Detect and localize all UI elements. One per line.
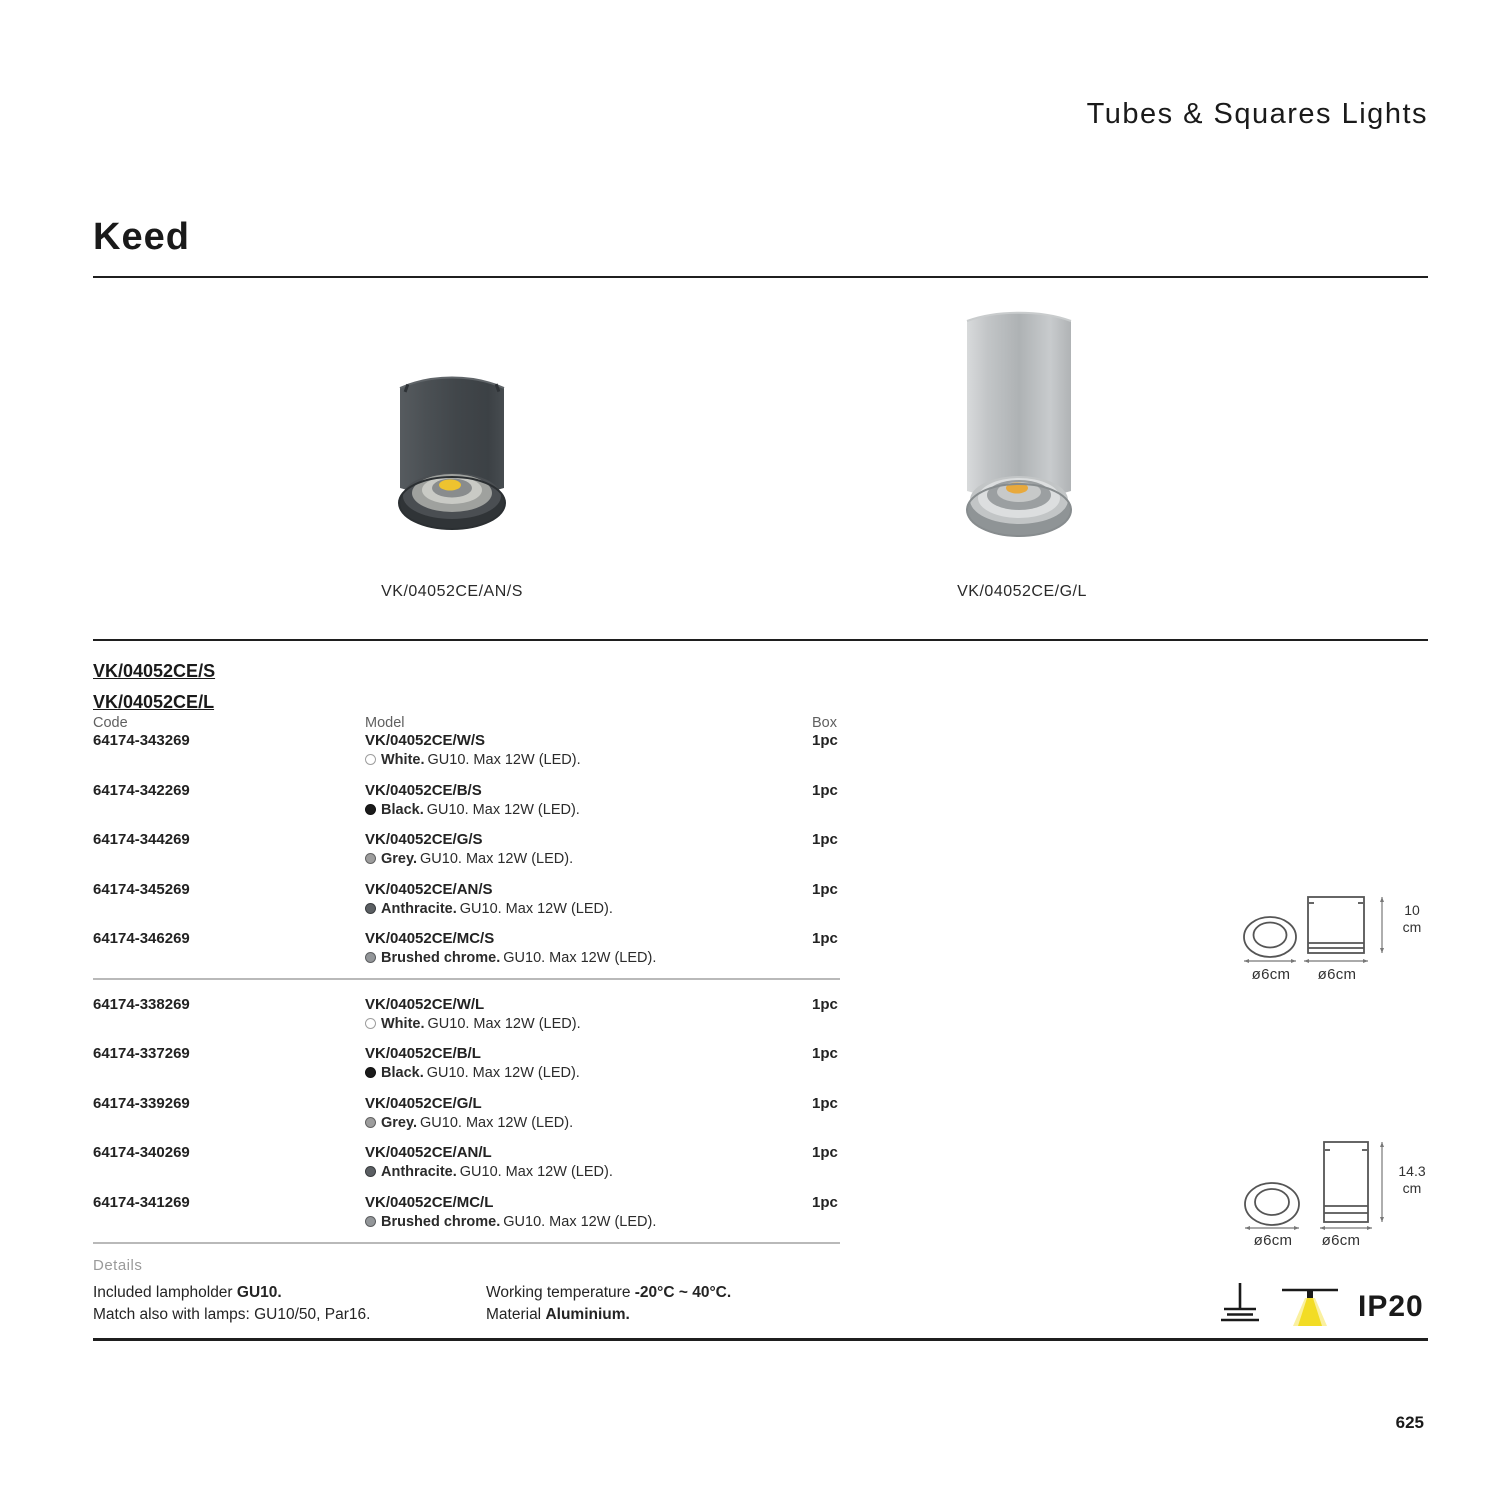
color-swatch-icon [365, 1018, 376, 1029]
table-row [93, 1095, 853, 1139]
ground-symbol-icon [1218, 1281, 1262, 1323]
product-code: 64174-343269 [93, 732, 190, 749]
product-code: 64174-339269 [93, 1095, 190, 1112]
product-caption: VK/04052CE/AN/S [381, 583, 523, 600]
box-quantity: 1pc [812, 881, 838, 898]
ceiling-light-beam-icon [1280, 1286, 1344, 1328]
table-row [93, 996, 853, 1040]
product-description: Brushed chrome. GU10. Max 12W (LED). [365, 950, 656, 966]
box-quantity: 1pc [812, 782, 838, 799]
dimension-diagram-long [1238, 1138, 1390, 1236]
color-swatch-icon [365, 853, 376, 864]
box-quantity: 1pc [812, 996, 838, 1013]
box-quantity: 1pc [812, 1095, 838, 1112]
product-photo-grey-long [961, 305, 1079, 537]
section-links [93, 656, 215, 718]
column-header-box: Box [812, 715, 837, 731]
table-end-divider [93, 1242, 840, 1244]
product-model: VK/04052CE/W/S [365, 732, 486, 749]
section-divider [93, 639, 1428, 641]
product-model: VK/04052CE/G/S [365, 831, 483, 848]
product-model: VK/04052CE/B/L [365, 1045, 481, 1062]
table-row [93, 930, 853, 974]
height-label: 10 cm [1402, 902, 1422, 935]
title-divider [93, 276, 1428, 278]
footer-divider [93, 1338, 1428, 1341]
diameter-label: ø6cm [1317, 966, 1357, 983]
section-link-l[interactable]: VK/04052CE/L [93, 692, 215, 712]
product-description: Brushed chrome. GU10. Max 12W (LED). [365, 1214, 656, 1230]
detail-material: Material Aluminium. [486, 1306, 630, 1323]
box-quantity: 1pc [812, 1144, 838, 1161]
color-swatch-icon [365, 952, 376, 963]
diameter-label: ø6cm [1321, 1232, 1361, 1249]
page-number: 625 [1395, 1413, 1424, 1432]
product-code: 64174-340269 [93, 1144, 190, 1161]
category-title: Tubes & Squares Lights [1086, 98, 1428, 130]
diameter-label: ø6cm [1251, 966, 1291, 983]
detail-match-lamps: Match also with lamps: GU10/50, Par16. [93, 1306, 371, 1323]
color-swatch-icon [365, 1117, 376, 1128]
height-label: 14.3 cm [1398, 1163, 1426, 1196]
column-header-model: Model [365, 715, 405, 731]
product-model: VK/04052CE/AN/L [365, 1144, 492, 1161]
product-model: VK/04052CE/W/L [365, 996, 485, 1013]
product-description: Anthracite. GU10. Max 12W (LED). [365, 901, 613, 917]
section-link-s[interactable]: VK/04052CE/S [93, 661, 216, 681]
dimension-diagram-short [1238, 893, 1390, 965]
box-quantity: 1pc [812, 831, 838, 848]
detail-lampholder: Included lampholder GU10. [93, 1284, 282, 1301]
product-description: Anthracite. GU10. Max 12W (LED). [365, 1164, 613, 1180]
product-model: VK/04052CE/MC/S [365, 930, 495, 947]
product-code: 64174-337269 [93, 1045, 190, 1062]
box-quantity: 1pc [812, 732, 838, 749]
table-row [93, 782, 853, 826]
product-code: 64174-345269 [93, 881, 190, 898]
product-description: Grey. GU10. Max 12W (LED). [365, 1115, 573, 1131]
color-swatch-icon [365, 903, 376, 914]
table-row [93, 881, 853, 925]
details-label: Details [93, 1257, 143, 1274]
color-swatch-icon [365, 804, 376, 815]
product-model: VK/04052CE/MC/L [365, 1194, 494, 1211]
product-model: VK/04052CE/AN/S [365, 881, 493, 898]
table-row [93, 1144, 853, 1188]
table-row [93, 732, 853, 776]
product-description: Grey. GU10. Max 12W (LED). [365, 851, 573, 867]
product-caption: VK/04052CE/G/L [957, 583, 1087, 600]
product-code: 64174-346269 [93, 930, 190, 947]
box-quantity: 1pc [812, 1194, 838, 1211]
color-swatch-icon [365, 1216, 376, 1227]
product-description: Black. GU10. Max 12W (LED). [365, 1065, 580, 1081]
product-code: 64174-341269 [93, 1194, 190, 1211]
page-title: Keed [93, 216, 190, 258]
color-swatch-icon [365, 754, 376, 765]
table-row [93, 1194, 853, 1238]
table-group-divider [93, 978, 840, 980]
color-swatch-icon [365, 1166, 376, 1177]
product-model: VK/04052CE/B/S [365, 782, 482, 799]
product-description: White. GU10. Max 12W (LED). [365, 1016, 581, 1032]
detail-working-temperature: Working temperature -20°C ~ 40°C. [486, 1284, 732, 1301]
product-model: VK/04052CE/G/L [365, 1095, 482, 1112]
column-header-code: Code [93, 715, 128, 731]
product-description: White. GU10. Max 12W (LED). [365, 752, 581, 768]
box-quantity: 1pc [812, 1045, 838, 1062]
product-photo-anthracite-short [393, 366, 511, 536]
table-row [93, 831, 853, 875]
diameter-label: ø6cm [1253, 1232, 1293, 1249]
product-code: 64174-342269 [93, 782, 190, 799]
ip-rating: IP20 [1358, 1290, 1424, 1323]
product-description: Black. GU10. Max 12W (LED). [365, 802, 580, 818]
color-swatch-icon [365, 1067, 376, 1078]
product-code: 64174-344269 [93, 831, 190, 848]
product-code: 64174-338269 [93, 996, 190, 1013]
table-row [93, 1045, 853, 1089]
box-quantity: 1pc [812, 930, 838, 947]
